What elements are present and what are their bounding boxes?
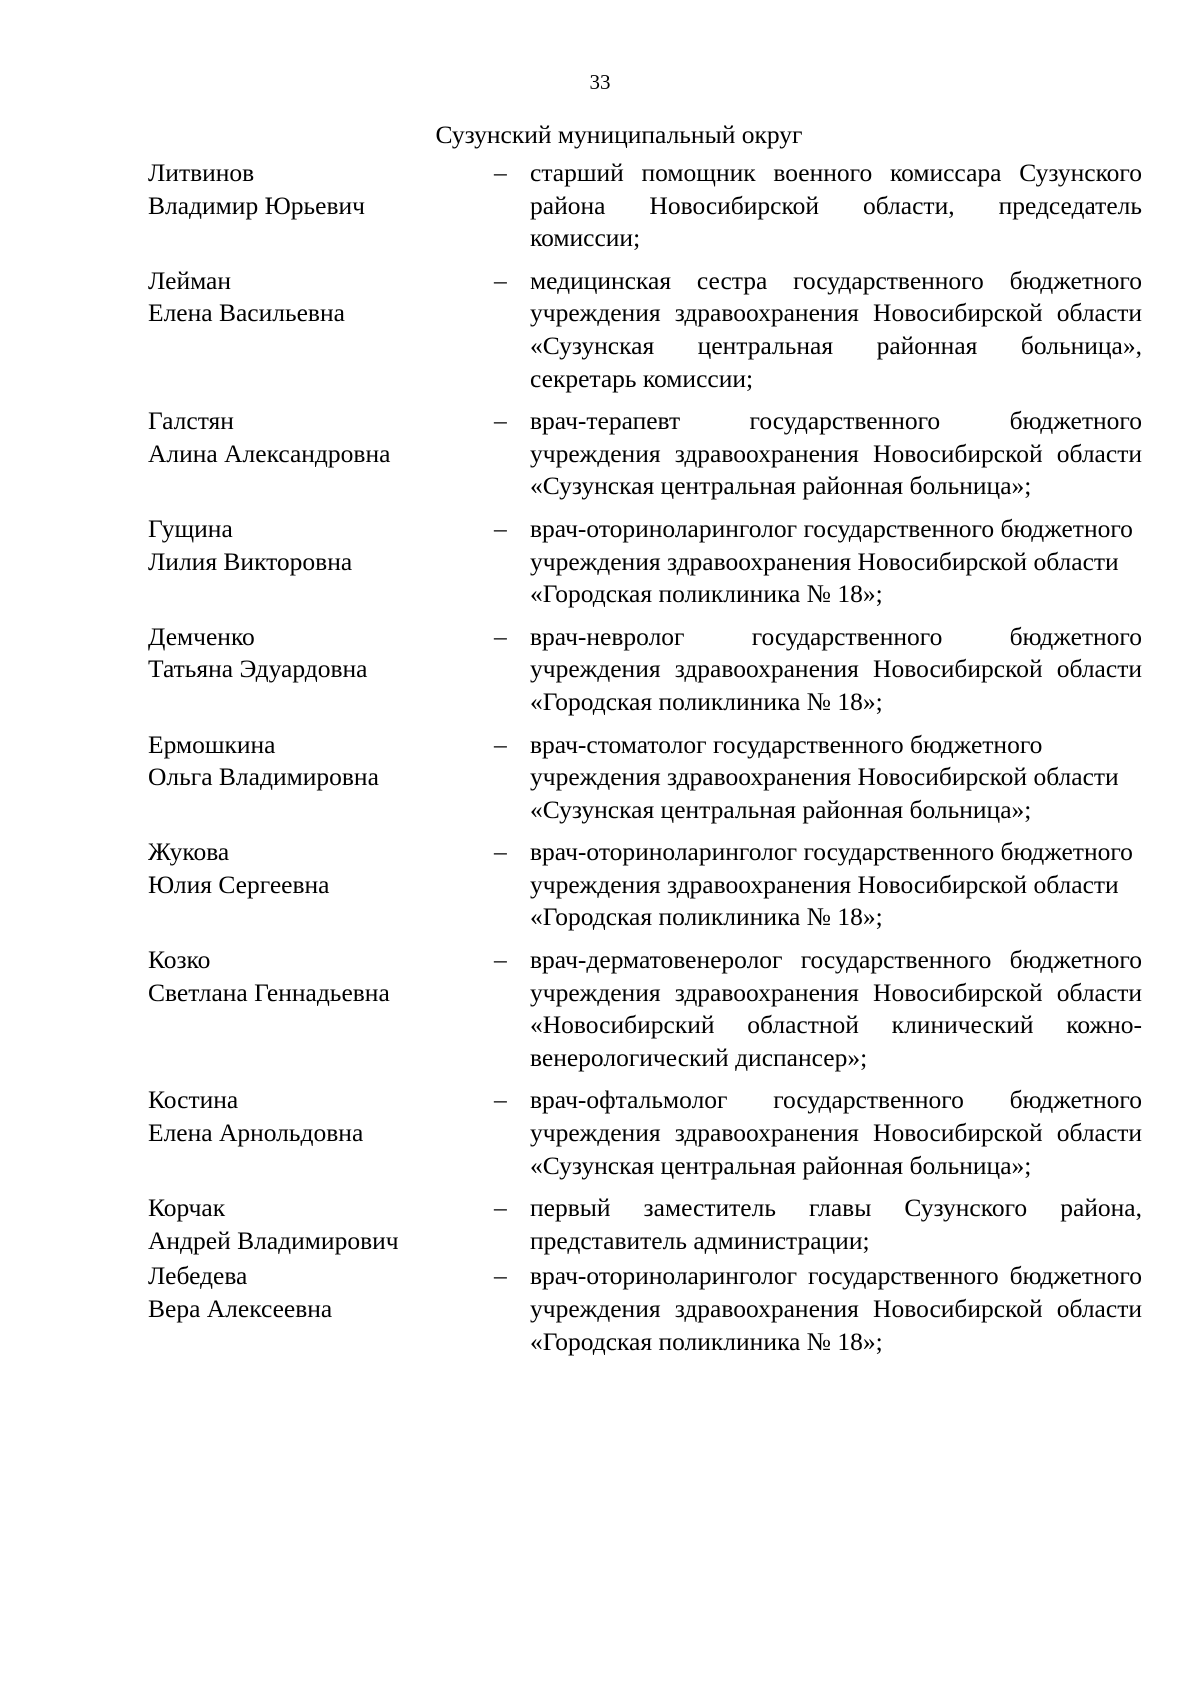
member-name [148, 729, 494, 827]
member-given-names: Татьяна Эдуардовна [148, 654, 368, 684]
member-description: врач-дерматовенеролог государственного бюджетного учреждения здравоохранения Новосибирской области «Новосибирский областной клинический кожно-венерологический диспансер»; [530, 945, 1142, 1072]
member-name [148, 836, 494, 934]
member-name [148, 513, 494, 611]
member-name [148, 157, 494, 255]
member-entry [148, 513, 1142, 611]
member-description: первый заместитель главы Сузунского района, представитель администрации; [530, 1193, 1142, 1255]
member-description: врач-оториноларинголог государственного бюджетного учреждения здравоохранения Новосибирской области «Городская поликлиника № 18»; [530, 513, 1133, 609]
member-surname: Лебедева [148, 1261, 248, 1291]
member-given-names: Андрей Владимирович [148, 1225, 399, 1255]
member-given-names: Вера Алексеевна [148, 1294, 333, 1323]
member-given-names: Елена Васильевна [148, 298, 345, 328]
member-surname: Жукова [148, 837, 230, 867]
member-entry [148, 1260, 1142, 1358]
dash-separator: – [494, 1261, 507, 1291]
member-surname: Демченко [148, 621, 255, 651]
member-given-names: Елена Арнольдовна [148, 1118, 364, 1148]
member-surname: Лейман [148, 265, 232, 295]
member-list [148, 157, 1142, 1368]
member-entry [148, 1192, 1142, 1257]
member-given-names: Алина Александровна [148, 438, 391, 468]
dash-separator: – [494, 158, 507, 187]
member-entry [148, 836, 1142, 934]
member-entry [148, 1084, 1142, 1182]
member-description: медицинская сестра государственного бюджетного учреждения здравоохранения Новосибирской области «Сузунская центральная районная больница», секретарь комиссии; [530, 265, 1142, 393]
dash-separator: – [494, 1193, 507, 1223]
member-description: врач-стоматолог государственного бюджетного учреждения здравоохранения Новосибирской области «Сузунская центральная районная больница»; [530, 729, 1119, 824]
member-name [148, 1192, 494, 1257]
member-entry [148, 621, 1142, 719]
dash-separator: – [494, 265, 507, 295]
member-name [148, 265, 494, 395]
dash-separator: – [494, 729, 507, 759]
member-given-names: Ольга Владимировна [148, 762, 379, 792]
member-surname: Ермошкина [148, 729, 276, 759]
member-given-names: Лилия Викторовна [148, 546, 353, 576]
member-entry [148, 157, 1142, 255]
member-description: врач-офтальмолог государственного бюджетного учреждения здравоохранения Новосибирской области «Сузунская центральная районная больница»; [530, 1085, 1142, 1180]
member-description: врач-терапевт государственного бюджетного учреждения здравоохранения Новосибирской области «Сузунская центральная районная больница»; [530, 406, 1142, 501]
member-name [148, 944, 494, 1074]
dash-separator: – [494, 406, 507, 436]
member-description: врач-оториноларинголог государственного бюджетного учреждения здравоохранения Новосибирской области «Городская поликлиника № 18»; [530, 1261, 1142, 1356]
member-given-names: Юлия Сергеевна [148, 869, 330, 899]
member-surname: Козко [148, 945, 211, 975]
dash-separator: – [494, 1085, 507, 1115]
member-description: врач-оториноларинголог государственного бюджетного учреждения здравоохранения Новосибирской области «Городская поликлиника № 18»; [530, 837, 1133, 932]
member-name [148, 405, 494, 503]
member-surname: Галстян [148, 406, 234, 436]
member-description: старший помощник военного комиссара Сузунского района Новосибирской области, председатель комиссии; [530, 158, 1142, 253]
member-given-names: Владимир Юрьевич [148, 190, 365, 220]
member-entry [148, 265, 1142, 395]
member-surname: Костина [148, 1085, 239, 1115]
dash-separator: – [494, 945, 507, 975]
member-given-names: Светлана Геннадьевна [148, 977, 390, 1007]
page-number: 33 [589, 70, 611, 94]
member-name [148, 1260, 494, 1358]
member-surname: Гущина [148, 513, 233, 543]
dash-separator: – [494, 837, 507, 867]
member-description: врач-невролог государственного бюджетного учреждения здравоохранения Новосибирской области «Городская поликлиника № 18»; [530, 621, 1142, 716]
member-entry [148, 944, 1142, 1074]
member-surname: Корчак [148, 1193, 226, 1223]
dash-separator: – [494, 513, 507, 543]
member-entry [148, 405, 1142, 503]
dash-separator: – [494, 621, 507, 651]
member-entry [148, 729, 1142, 827]
member-name [148, 621, 494, 719]
member-name [148, 1084, 494, 1182]
section-title: Сузунский муниципальный округ [435, 120, 803, 149]
member-surname: Литвинов [148, 158, 255, 187]
